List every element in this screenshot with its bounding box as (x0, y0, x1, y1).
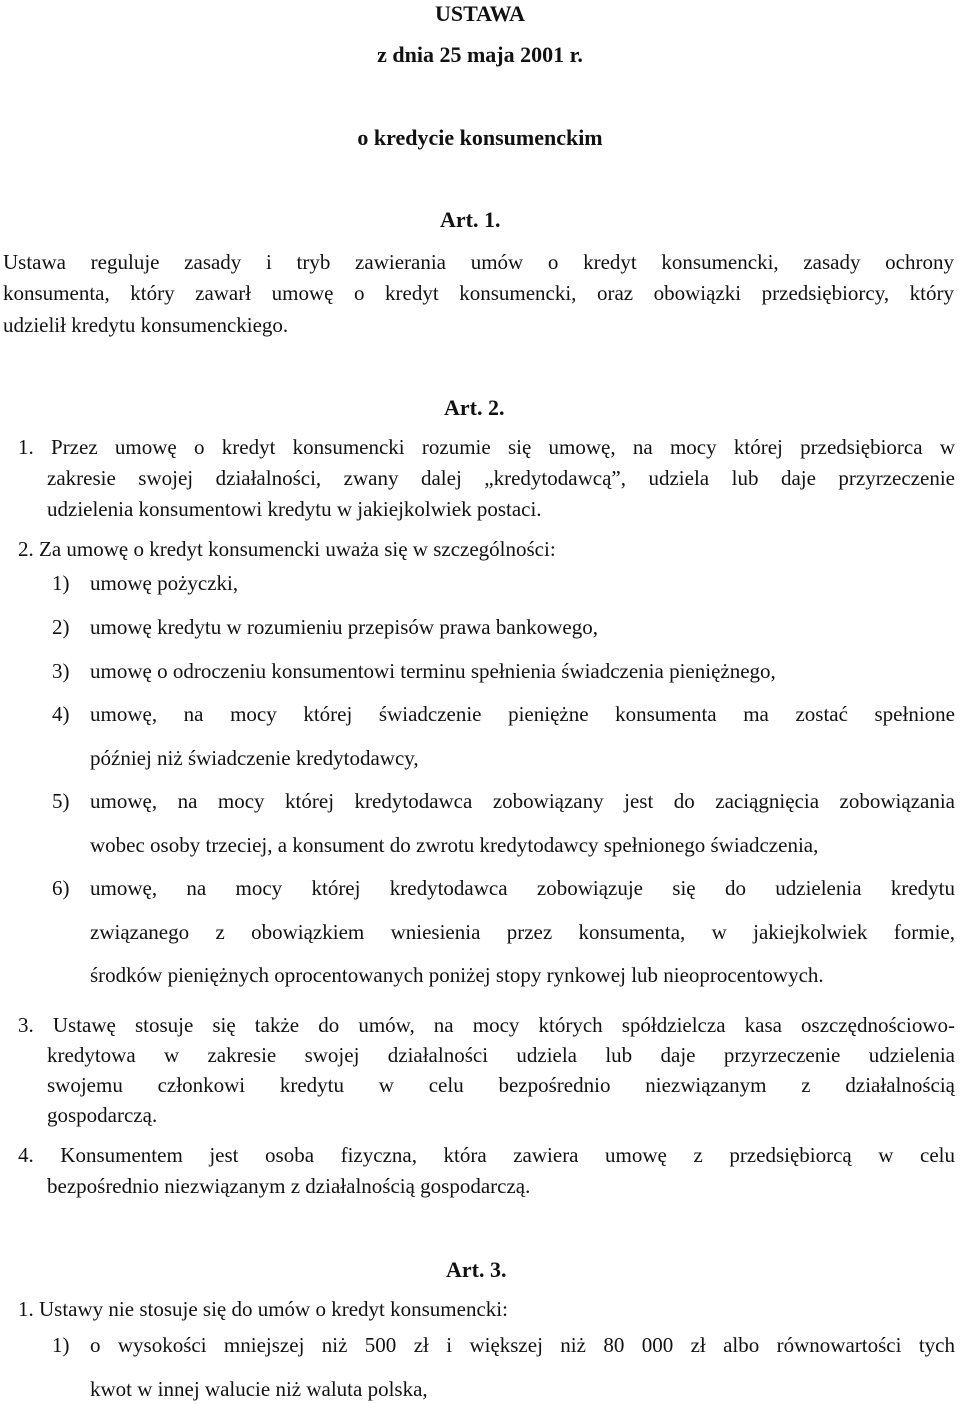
article-2-paragraph-3-line: gospodarczą. (47, 1103, 158, 1127)
article-3-intro: 1. Ustawy nie stosuje się do umów o kredyt konsumencki: (18, 1297, 508, 1321)
article-1-line: konsumenta, który zawarł umowę o kredyt konsumencki, oraz obowiązki przedsiębiorcy, który (3, 281, 954, 305)
list-item-number: 4) (52, 702, 70, 726)
list-item-text: umowę pożyczki, (90, 571, 239, 595)
article-1-heading: Art. 1. (440, 207, 501, 232)
article-2-paragraph-3-line: 3. Ustawę stosuje się także do umów, na mocy których spółdzielcza kasa oszczędnościowo- (18, 1013, 955, 1037)
list-item-text: umowę, na mocy której świadczenie pieniężne konsumenta ma zostać spełnione (90, 702, 955, 726)
list-item-number: 1) (52, 571, 70, 595)
list-item-text: umowę o odroczeniu konsumentowi terminu spełnienia świadczenia pieniężnego, (90, 659, 776, 683)
act-title: USTAWA (434, 1, 526, 26)
list-item-text: umowę kredytu w rozumieniu przepisów prawa bankowego, (90, 615, 598, 639)
list-item-number: 1) (52, 1333, 70, 1357)
list-item-text: później niż świadczenie kredytodawcy, (90, 746, 419, 770)
list-item-text: kwot w innej walucie niż waluta polska, (90, 1377, 428, 1401)
list-item-text: umowę, na mocy której kredytodawca zobowiązuje się do udzielenia kredytu (90, 876, 955, 900)
list-item-text: wobec osoby trzeciej, a konsument do zwrotu kredytodawcy spełnionego świadczenia, (90, 833, 819, 857)
list-item-number: 6) (52, 876, 70, 900)
article-2-paragraph-3-line: swojemu członkowi kredytu w celu bezpośrednio niezwiązanym z działalnością (47, 1073, 955, 1097)
article-2-paragraph-3-line: kredytowa w zakresie swojej działalności udziela lub daje przyrzeczenie udzielenia (47, 1043, 955, 1067)
article-2-paragraph-1-line: udzielenia konsumentowi kredytu w jakiejkolwiek postaci. (47, 497, 542, 521)
article-2-paragraph-1-line: 1. Przez umowę o kredyt konsumencki rozumie się umowę, na mocy której przedsiębiorca w (18, 435, 955, 459)
list-item-text: umowę, na mocy której kredytodawca zobowiązany jest do zaciągnięcia zobowiązania (90, 789, 955, 813)
article-2-heading: Art. 2. (444, 395, 505, 420)
article-1-line: udzielił kredytu konsumenckiego. (3, 313, 289, 337)
article-2-paragraph-4-line: 4. Konsumentem jest osoba fizyczna, która zawiera umowę z przedsiębiorcą w celu (18, 1143, 955, 1167)
article-2-paragraph-2-intro: 2. Za umowę o kredyt konsumencki uważa się w szczególności: (18, 537, 556, 561)
list-item-number: 2) (52, 615, 70, 639)
act-date: z dnia 25 maja 2001 r. (377, 42, 583, 67)
list-item-text: związanego z obowiązkiem wniesienia przez konsumenta, w jakiejkolwiek formie, (90, 920, 955, 944)
article-1-line: Ustawa reguluje zasady i tryb zawierania umów o kredyt konsumencki, zasady ochrony (3, 250, 954, 274)
article-2-paragraph-1-line: zakresie swojej działalności, zwany dalej „kredytodawcą”, udziela lub daje przyrzeczenie (47, 466, 955, 490)
list-item-text: o wysokości mniejszej niż 500 zł i większej niż 80 000 zł albo równowartości tych (90, 1333, 955, 1357)
list-item-text: środków pieniężnych oprocentowanych poniżej stopy rynkowej lub nieoprocentowych. (90, 963, 824, 987)
article-3-heading: Art. 3. (446, 1257, 507, 1282)
list-item-number: 3) (52, 659, 70, 683)
act-subject: o kredycie konsumenckim (357, 125, 603, 150)
list-item-number: 5) (52, 789, 70, 813)
article-2-paragraph-4-line: bezpośrednio niezwiązanym z działalnością gospodarczą. (47, 1174, 531, 1198)
